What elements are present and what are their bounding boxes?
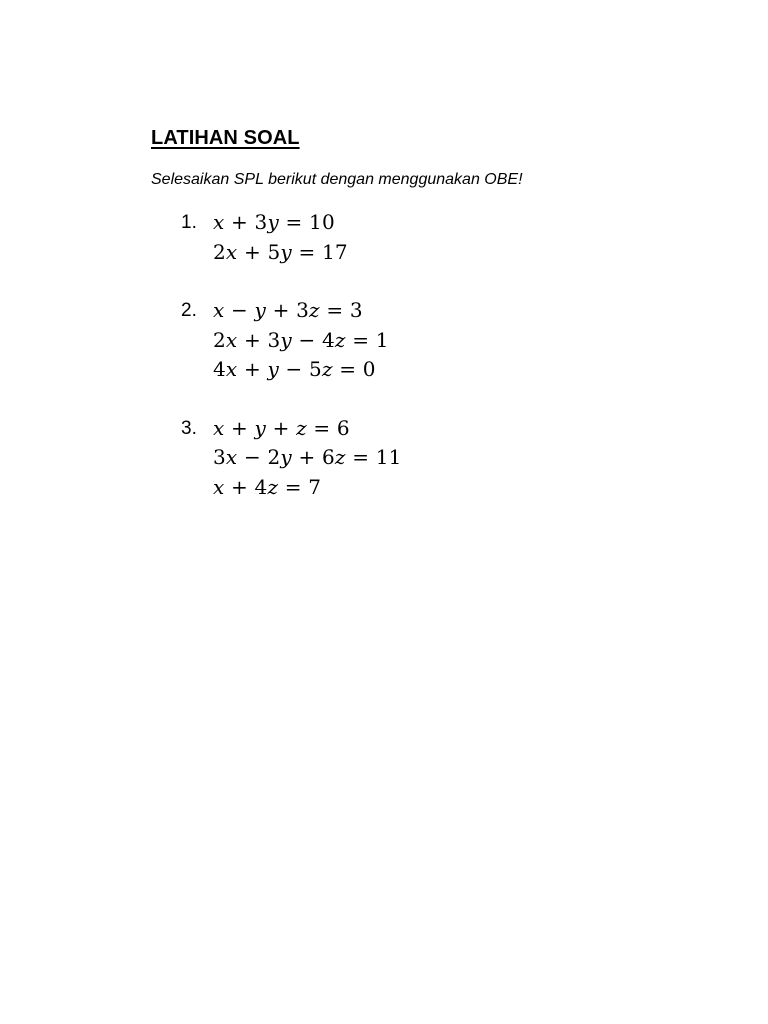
problem-2	[181, 296, 581, 385]
equation: 2𝑥 + 5𝑦 = 17	[213, 239, 348, 264]
problem-list	[181, 208, 581, 531]
problem-number: 3.	[181, 417, 197, 439]
equation-system	[213, 208, 581, 267]
page-title: LATIHAN SOAL	[151, 127, 300, 149]
equation-system	[213, 414, 581, 503]
equation: 𝑥 − 𝑦 + 3𝑧 = 3	[213, 298, 363, 322]
equation: 4𝑥 + 𝑦 − 5𝑧 = 0	[213, 357, 376, 381]
equation: 𝑥 + 𝑦 + 𝑧 = 6	[213, 415, 350, 440]
problem-number: 2.	[181, 300, 197, 321]
instruction-text: Selesaikan SPL berikut dengan menggunakan OBE!	[151, 171, 523, 188]
equation-system	[213, 296, 581, 385]
equation: 2𝑥 + 3𝑦 − 4𝑧 = 1	[213, 327, 389, 352]
equation: 𝑥 + 4𝑧 = 7	[213, 474, 322, 499]
problem-1	[181, 208, 581, 267]
equation: 𝑥 + 3𝑦 = 10	[213, 210, 335, 234]
problem-3	[181, 414, 581, 503]
equation: 3𝑥 − 2𝑦 + 6𝑧 = 11	[213, 445, 402, 469]
problem-number: 1.	[181, 212, 197, 233]
